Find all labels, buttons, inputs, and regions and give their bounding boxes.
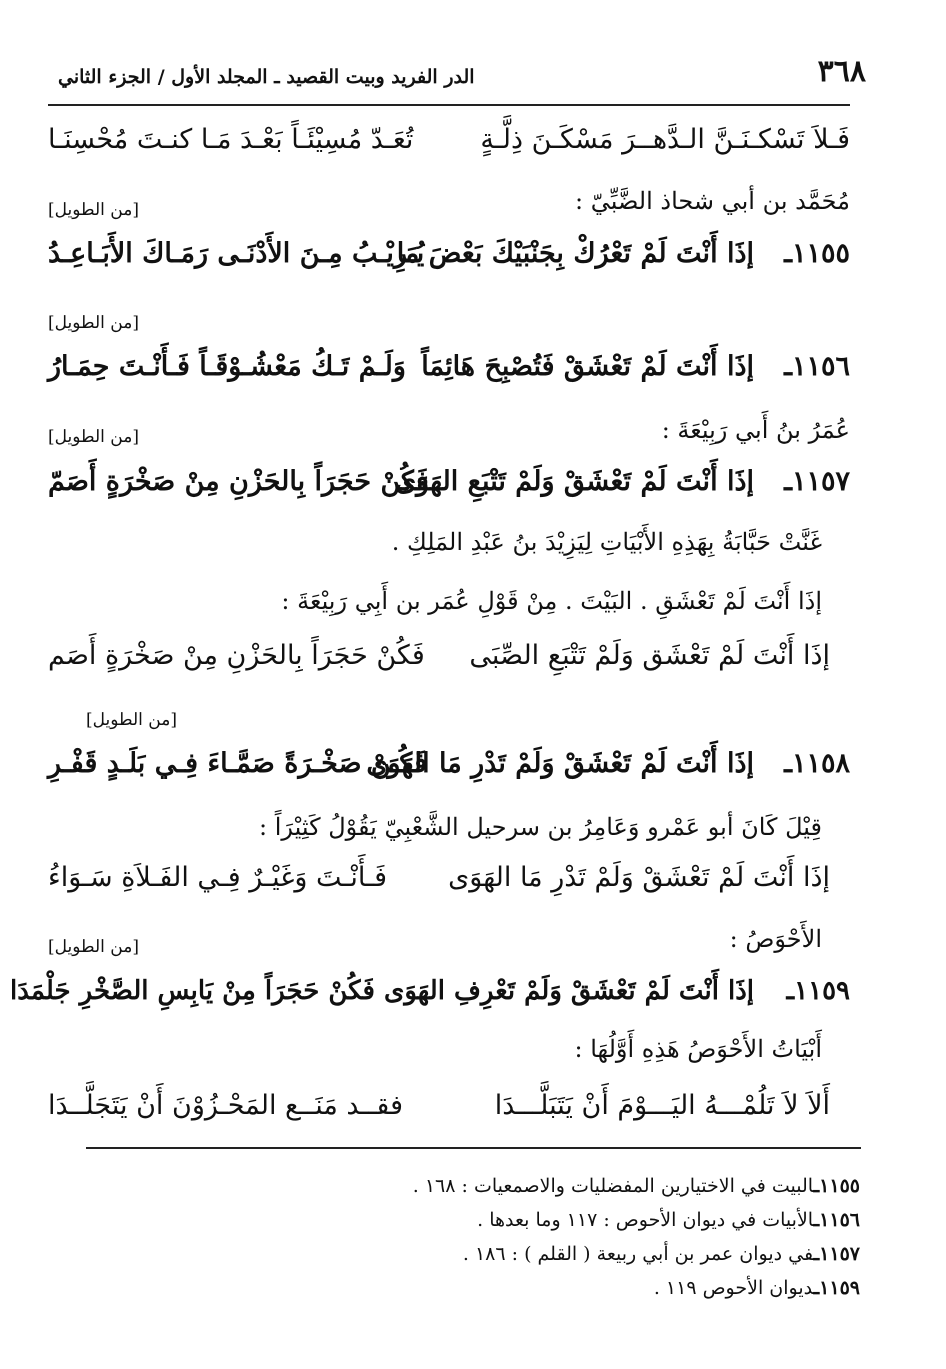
running-header-title: الدر الفريد وبيت القصيد ـ المجلد الأول / الجزء الثاني	[58, 66, 475, 88]
quoted-verse	[48, 1090, 830, 1134]
meter-label: [من الطويل]	[86, 710, 177, 730]
verse-first-hemistich: إذَا أَنْتَ لَمْ تَعْشَقْ وَلَمْ تَدْرِ مَا الهَوَى	[448, 862, 830, 893]
verse-1159	[10, 976, 850, 1020]
meter-label: [من الطويل]	[48, 313, 139, 333]
verse-number: ١١٥٦ـ	[784, 351, 850, 382]
meter-label: [من الطويل]	[48, 937, 139, 957]
verse-line	[48, 124, 850, 168]
quoted-verse	[48, 862, 830, 906]
poet-attribution: مُحَمَّد بن أبي شحاذ الضَّبِّيّ :	[575, 187, 850, 215]
footnote-number: ١١٥٧ـ	[813, 1243, 860, 1265]
footnote-number: ١١٥٥ـ	[813, 1175, 860, 1197]
verse-second-hemistich: فقــد مَنَــع المَحْـزُوْنَ أَنْ يَتَجَلَّــدَا	[48, 1090, 403, 1121]
meter-label: [من الطويل]	[48, 427, 139, 447]
verse-1157	[48, 466, 850, 510]
quoted-verse	[48, 640, 830, 684]
footnote	[477, 1209, 860, 1231]
verse-second-hemistich: فَكُنْ حَجَرَاً بِالحَزْنِ مِنْ صَخْرَةٍ أَصَم	[48, 640, 425, 671]
verse-number: ١١٥٥ـ	[784, 238, 850, 269]
verse-second-hemistich: فَـأَنْـتَ وَغَيْـرٌ فِـي الفَـلاَةِ سَـوَاءُ	[48, 862, 387, 893]
verse-first-hemistich: إذَا أَنْتَ لَمْ تَعْشَقْ وَلَمْ تَتْبَعِ الهَوَى	[395, 466, 754, 497]
footnote	[654, 1277, 860, 1299]
commentary-text: أَبْيَاتُ الأَحْوَصُ هَذِهِ أَوَّلُهَا :	[574, 1035, 822, 1063]
verse-second-hemistich: يُـرِيْـبُ مِـنَ الأَدْنَـى رَمَـاكَ الأَبَـاعِـدُ	[48, 238, 425, 269]
verse-number: ١١٥٨ـ	[784, 748, 850, 779]
verse-number: ١١٥٧ـ	[784, 466, 850, 497]
verse-first-hemistich: فَـلاَ تَسْكـنَـنَّ الـدَّهــرَ مَسْكَـنَ ذِلَّـةٍ	[480, 124, 850, 155]
meter-label: [من الطويل]	[48, 200, 139, 220]
poet-attribution: الأَحْوَصُ :	[729, 925, 822, 953]
verse-first-hemistich: إذَا أَنْتَ لَمْ تَعْشَق وَلَمْ تَتْبَعِ الصِّبَى	[469, 640, 830, 671]
verse-first-hemistich: إذَا أَنْتَ لَمْ تَعْشَقْ فَتُصْبِحَ هَائِمَاً	[421, 351, 754, 382]
verse-1158	[48, 748, 850, 792]
footnote-text: في ديوان عمر بن أبي ربيعة ( القلم ) : ١٨٦ .	[462, 1243, 814, 1265]
footnote-text: ديوان الأحوص ١١٩ .	[653, 1277, 814, 1299]
verse-second-hemistich: تُعَـدّ مُسِيْئَـاً بَعْـدَ مَـا كنـتَ مُحْسِنَـا	[48, 124, 414, 155]
footnote	[413, 1175, 860, 1197]
footnote-text: الأبيات في ديوان الأحوص : ١١٧ وما بعدها .	[477, 1209, 814, 1231]
commentary-text: قِيْلَ كَانَ أبو عَمْرو وَعَامِرُ بن سرحيل الشَّعْبِيّ يَقُوْلُ كَثِيْرَاً :	[259, 813, 822, 841]
verse-second-hemistich: فَكُـنْ صَخْـرَةً صَمَّـاءَ فِـي بَلَـدٍ قَفْـرِ	[48, 748, 428, 779]
verse-first-hemistich: أَلاَ لاَ تَلُمْـــهُ اليَـــوْمَ أَنْ يَتَبَلَّـــدَا	[494, 1090, 830, 1121]
commentary-text: غَنَّتْ حَبَّابَةُ بِهَذِهِ الأَبْيَاتِ لِيَزِيْدَ بنُ عَبْدِ المَلِكِ .	[391, 528, 822, 556]
verse-text: إذَا أَنْتَ لَمْ تَعْشَقْ وَلَمْ تَعْرِفِ الهَوَى فَكُنْ حَجَرَاً مِنْ يَابِسِ الصَّخْرِ جَلْمَدَا	[10, 976, 754, 1006]
poet-attribution: عُمَرُ بنُ أَبي رَبِيْعَةَ :	[661, 416, 850, 444]
footnote-number: ١١٥٦ـ	[813, 1209, 860, 1231]
commentary-text: إذَا أَنْتَ لَمْ تَعْشَقِ . البَيْتَ . مِنْ قَوْلِ عُمَر بن أَبِي رَبِيْعَةَ :	[281, 587, 822, 615]
footnote-number: ١١٥٩ـ	[813, 1277, 860, 1299]
verse-first-hemistich: إذَا أَنْتَ لَمْ تَعْرُكْ بِجَنْبَيْكَ بَعْضَ مَا	[396, 238, 754, 269]
verse-number: ١١٥٩ـ	[786, 976, 850, 1006]
verse-first-hemistich: إذَا أَنْتَ لَمْ تَعْشَقْ وَلَمْ تَدْرِ مَا الهَوَى	[366, 748, 754, 779]
page-number: ٣٦٨	[817, 54, 866, 89]
verse-second-hemistich: فَكُنْ حَجَرَاً بِالحَزْنِ مِنْ صَخْرَةٍ أَصَمّ	[48, 466, 429, 497]
verse-1155	[48, 238, 850, 282]
verse-1156	[48, 351, 850, 395]
footnote	[463, 1243, 860, 1265]
footnote-rule	[86, 1147, 861, 1149]
footnote-text: البيت في الاختيارين المفضليات والاصمعيات : ١٦٨ .	[412, 1175, 814, 1197]
verse-second-hemistich: وَلَـمْ تَـكُ مَعْشُـوْقَـاً فَـأَنْـتَ حِمَـارُ	[48, 351, 406, 382]
header-rule	[48, 104, 850, 106]
